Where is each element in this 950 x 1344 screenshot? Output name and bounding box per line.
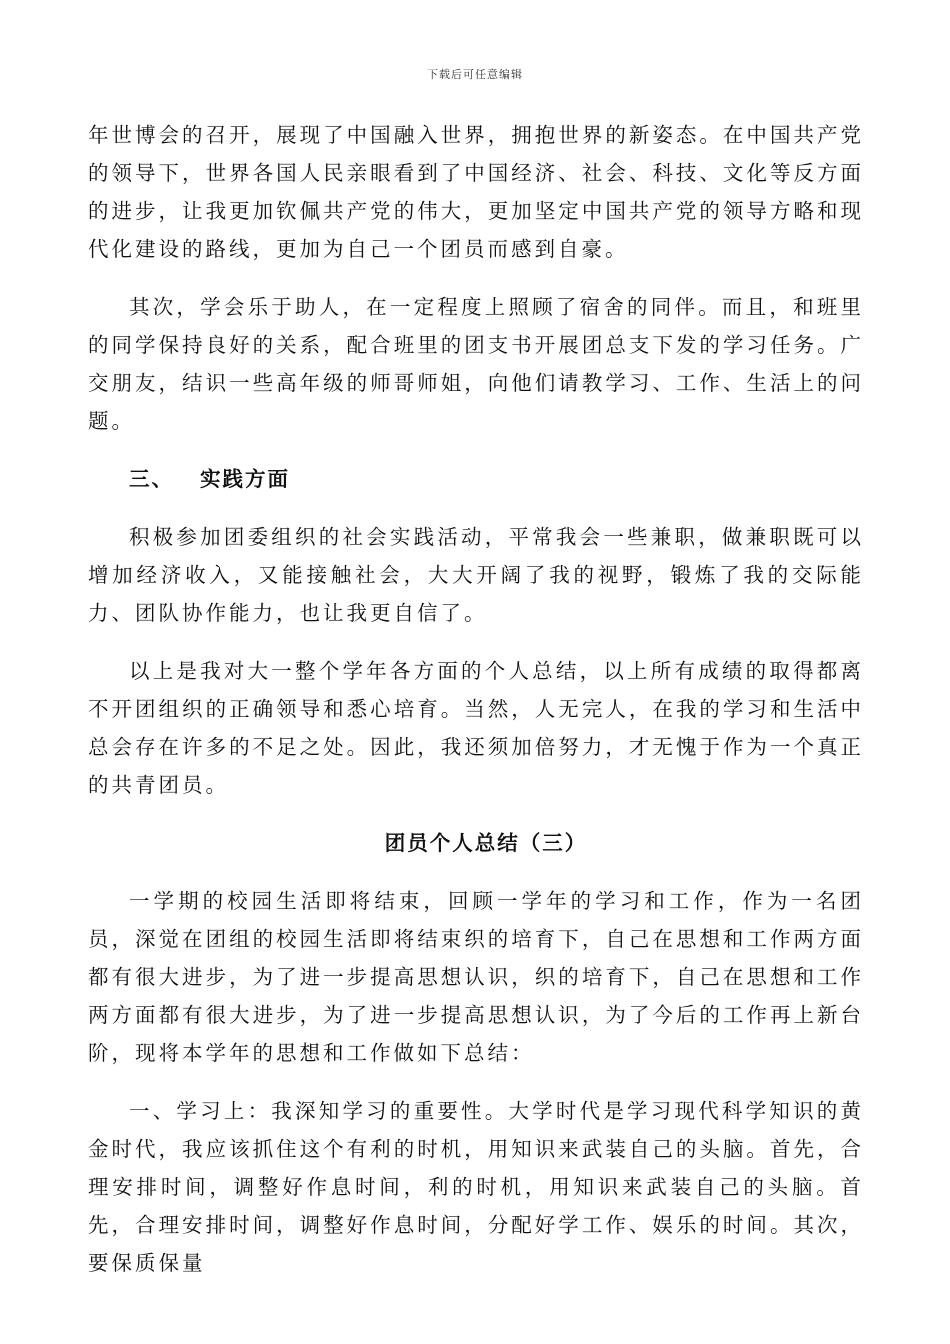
paragraph-practice: 积极参加团委组织的社会实践活动，平常我会一些兼职，做兼职既可以增加经济收入，又能接触社会，大大开阔了我的视野，锻炼了我的交际能力、团队协作能力，也让我更自信了。 bbox=[88, 525, 864, 625]
paragraph-intro: 一学期的校园生活即将结束，回顾一学年的学习和工作，作为一名团员，深觉在团组的校园生活即将结束织的培育下，自己在思想和工作两方面都有很大进步，为了进一步提高思想认识，织的培育下，自己在思想和工作两方面都有很大进步，为了进一步提高思想认识，为了今后的工作再上新台阶，现将本学年的思想和工作做如下总结： bbox=[88, 889, 864, 1065]
section-title: 实践方面 bbox=[200, 467, 290, 491]
paragraph-gap bbox=[88, 268, 864, 288]
document-body bbox=[88, 116, 864, 1282]
paragraph-gap bbox=[88, 804, 864, 824]
paragraph-gap bbox=[88, 632, 864, 652]
header-note: 下载后可任意编辑 bbox=[427, 68, 523, 81]
paragraph-study: 一、学习上：我深知学习的重要性。大学时代是学习现代科学知识的黄金时代，我应该抓住这个有利的时机，用知识来武装自己的头脑。首先，合理安排时间，调整好作息时间，利的时机，用知识来武装自己的头脑。首先，合理安排时间，调整好作息时间，分配好学工作、娱乐的时间。其次，要保质保量 bbox=[88, 1099, 864, 1275]
section-heading-practice bbox=[88, 460, 864, 498]
paragraph-gap bbox=[88, 440, 864, 460]
paragraph-gap bbox=[88, 1072, 864, 1092]
section-number: 三、 bbox=[129, 467, 174, 491]
paragraph-gap bbox=[88, 498, 864, 518]
paragraph-gap bbox=[88, 862, 864, 882]
paragraph-conclusion: 以上是我对大一整个学年各方面的个人总结，以上所有成绩的取得都离不开团组织的正确领导和悉心培育。当然，人无完人，在我的学习和生活中总会存在许多的不足之处。因此，我还须加倍努力，才无愧于作为一个真正的共青团员。 bbox=[88, 659, 864, 797]
paragraph-continued: 年世博会的召开，展现了中国融入世界，拥抱世界的新姿态。在中国共产党的领导下，世界各国人民亲眼看到了中国经济、社会、科技、文化等反方面的进步，让我更加钦佩共产党的伟大，更加坚定中国共产党的领导方略和现代化建设的路线，更加为自己一个团员而感到自豪。 bbox=[88, 123, 864, 261]
paragraph-helping-others: 其次，学会乐于助人，在一定程度上照顾了宿舍的同伴。而且，和班里的同学保持良好的关系，配合班里的团支书开展团总支下发的学习任务。广交朋友，结识一些高年级的师哥师姐，向他们请教学习、工作、生活上的问题。 bbox=[88, 295, 864, 433]
document-title: 团员个人总结（三） bbox=[384, 831, 588, 855]
